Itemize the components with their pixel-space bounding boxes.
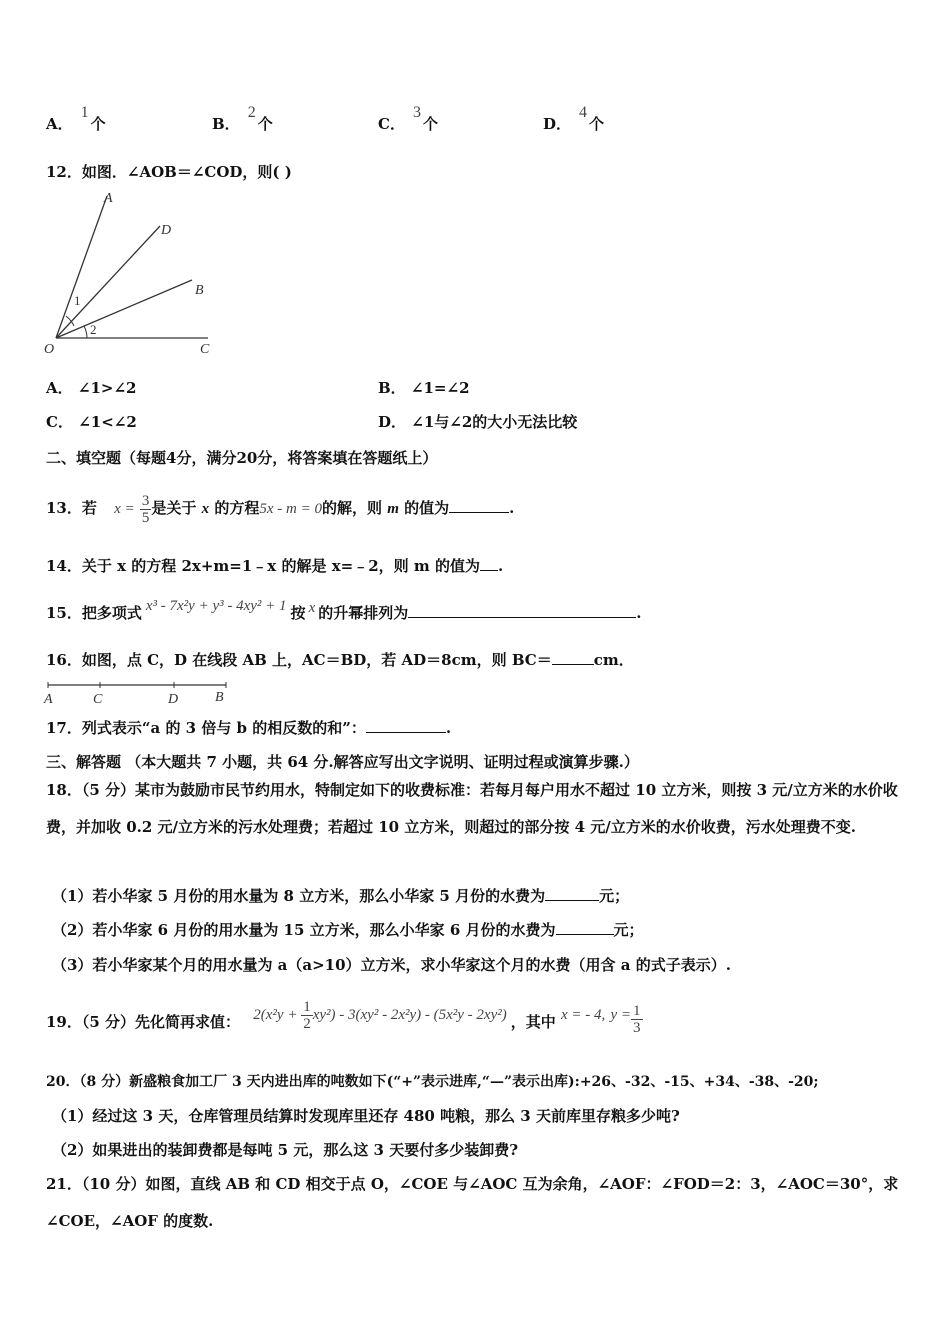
q19-y-fraction <box>631 1003 643 1036</box>
q13-equation: 5x - m = 0 <box>259 501 322 517</box>
q15 <box>46 600 641 627</box>
option-label: A． <box>46 379 73 397</box>
q17-end: . <box>445 719 452 737</box>
q18-part-2 <box>52 920 644 940</box>
q14-end: . <box>497 557 504 575</box>
ray-oa <box>56 196 107 338</box>
option-text: ∠1<∠2 <box>78 413 137 431</box>
q16-segment-figure <box>40 676 240 706</box>
option-text: ∠1与∠2的大小无法比较 <box>411 413 578 431</box>
q18-part-2-text: （2）若小华家 6 月份的用水量为 15 立方米，那么小华家 6 月份的水费为 <box>52 921 556 939</box>
answer-blank[interactable] <box>449 498 509 513</box>
answer-blank[interactable] <box>480 556 498 571</box>
q15-var-x: x <box>308 600 316 616</box>
fraction-numerator: 1 <box>303 998 311 1015</box>
q13-text: 的解，则 <box>321 499 382 517</box>
option-label: D． <box>543 115 572 133</box>
option-number: 3 <box>412 104 421 121</box>
q12-angle-figure <box>40 188 220 360</box>
q19 <box>46 1000 643 1045</box>
option-label: B． <box>212 115 240 133</box>
q12-option-b <box>378 378 470 398</box>
option-text: ∠1=∠2 <box>410 379 470 397</box>
label-angle-2: 2 <box>90 322 97 337</box>
q19-condition-x: x = - 4, <box>561 1007 606 1023</box>
fraction-denominator: 2 <box>303 1015 311 1032</box>
option-number: 1 <box>80 104 89 121</box>
option-label: B． <box>378 379 406 397</box>
option-number: 2 <box>247 104 256 121</box>
q15-end: . <box>636 604 642 622</box>
q13 <box>46 492 514 526</box>
q18-part-2-suffix: 元； <box>613 921 644 939</box>
option-label: A． <box>46 115 73 133</box>
q13-text: 的值为 <box>404 499 450 517</box>
q17-text: 17．列式表示“a 的 3 倍与 b 的相反数的和”： <box>46 719 366 737</box>
q17 <box>46 718 451 738</box>
angle-arc-1 <box>66 316 74 326</box>
q11-option-d <box>543 104 605 135</box>
q15-text: 按 <box>290 604 306 622</box>
q12-stem: 12．如图．∠AOB＝∠COD，则( ) <box>46 163 292 181</box>
answer-blank[interactable] <box>545 886 599 901</box>
q13-end: . <box>509 499 515 517</box>
answer-blank[interactable] <box>366 718 446 733</box>
fraction-numerator: 1 <box>633 1002 641 1019</box>
q12-option-c <box>46 412 137 432</box>
label-angle-1: 1 <box>74 293 81 308</box>
ray-ob <box>56 280 192 338</box>
q12-option-d <box>378 412 577 432</box>
angle-arc-2 <box>84 326 87 338</box>
q19-text: ，其中 <box>510 1013 556 1031</box>
fraction-denominator: 5 <box>141 509 150 526</box>
q21-stem: 21．（10 分）如图，直线 AB 和 CD 相交于点 O，∠COE 与∠AOC 互为余角，∠AOF：∠FOD＝2：3，∠AOC＝30°，求∠COE，∠AOF 的度数. <box>46 1175 899 1230</box>
q13-fraction <box>140 493 152 526</box>
q16 <box>46 650 634 670</box>
label-d: D <box>168 692 179 706</box>
section-3-heading: 三、解答题 （本大题共 7 小题，共 64 分.解答应写出文字说明、证明过程或演算步骤.） <box>46 753 639 771</box>
label-o: O <box>44 342 55 357</box>
q13-var-x: x <box>201 501 210 517</box>
label-d: D <box>161 223 172 238</box>
option-number: 4 <box>579 104 588 121</box>
label-a: A <box>44 692 53 706</box>
q20-stem: 20．（8 分）新盛粮食加工厂 3 天内进出库的吨数如下(“+”表示进库,“—”表示出库):+26、-32、-15、+34、-38、-20; <box>46 1074 819 1090</box>
q19-condition-y: y = <box>610 1007 632 1023</box>
q11-option-c <box>378 104 438 135</box>
q11-option-b <box>212 104 273 135</box>
q13-prefix: 13．若 <box>46 499 97 517</box>
q18-part-1-suffix: 元； <box>599 887 630 905</box>
q12-option-a <box>46 378 136 398</box>
option-unit: 个 <box>257 115 273 133</box>
option-unit: 个 <box>589 115 605 133</box>
label-c: C <box>200 342 210 357</box>
q13-text: 的方程 <box>214 499 260 517</box>
option-label: C． <box>46 413 73 431</box>
q19-expression: xy²) - 3(xy² - 2x²y) - (5x²y - 2xy²) <box>312 1007 507 1023</box>
section-2-heading: 二、填空题（每题4分，满分20分，将答案填在答题纸上） <box>46 449 438 467</box>
q16-prefix: 16．如图，点 C，D 在线段 AB 上，AC＝BD，若 AD＝8cm，则 BC＝ <box>46 651 552 669</box>
q14-text: 14．关于 x 的方程 2x+m=1﹣x 的解是 x=﹣2，则 m 的值为 <box>46 557 480 575</box>
q15-polynomial: x³ - 7x²y + y³ - 4xy² + 1 <box>145 598 287 614</box>
label-a: A <box>104 191 113 206</box>
answer-blank[interactable] <box>408 603 636 618</box>
option-label: D． <box>378 413 407 431</box>
q19-prefix: 19．（5 分）先化简再求值： <box>46 1013 241 1031</box>
q18-part-3: （3）若小华家某个月的用水量为 a（a>10）立方米，求小华家这个月的水费（用含 a 的式子表示）. <box>52 956 731 974</box>
option-text: ∠1>∠2 <box>77 379 137 397</box>
label-b: B <box>215 690 224 705</box>
q18-part-1 <box>52 886 629 906</box>
q19-fraction <box>301 999 313 1032</box>
option-unit: 个 <box>422 115 438 133</box>
q19-expression: 2(x²y + <box>253 1007 302 1023</box>
fraction-denominator: 3 <box>633 1019 641 1036</box>
option-label: C． <box>378 115 405 133</box>
q13-var-m: m <box>387 501 399 517</box>
answer-blank[interactable] <box>552 650 594 665</box>
q20-part-2: （2）如果进出的装卸费都是每吨 5 元，那么这 3 天要付多少装卸费? <box>52 1141 518 1159</box>
label-b: B <box>195 283 204 298</box>
fraction-numerator: 3 <box>141 492 150 509</box>
q18-part-1-text: （1）若小华家 5 月份的用水量为 8 立方米，那么小华家 5 月份的水费为 <box>52 887 546 905</box>
q20-part-1: （1）经过这 3 天，仓库管理员结算时发现库里还存 480 吨粮，那么 3 天前库里存粮多少吨? <box>52 1107 680 1125</box>
q15-prefix: 15．把多项式 <box>46 604 142 622</box>
q15-text: 的升幂排列为 <box>318 604 409 622</box>
q14 <box>46 556 503 576</box>
option-unit: 个 <box>90 115 106 133</box>
q13-x-equals: x = <box>114 501 135 517</box>
q11-option-a <box>46 104 106 135</box>
answer-blank[interactable] <box>556 920 614 935</box>
q16-suffix: cm． <box>593 651 634 669</box>
label-c: C <box>93 692 103 706</box>
q18-stem: 18．（5 分）某市为鼓励市民节约用水，特制定如下的收费标准：若每月每户用水不超过 10 立方米，则按 3 元/立方米的水价收费，并加收 0.2 元/立方米的污水处理费；若超过 10 立方米，则超过的部分按 4 元/立方米的水价收费，污水处理费不变. <box>46 781 898 836</box>
q13-text: 是关于 <box>151 499 197 517</box>
